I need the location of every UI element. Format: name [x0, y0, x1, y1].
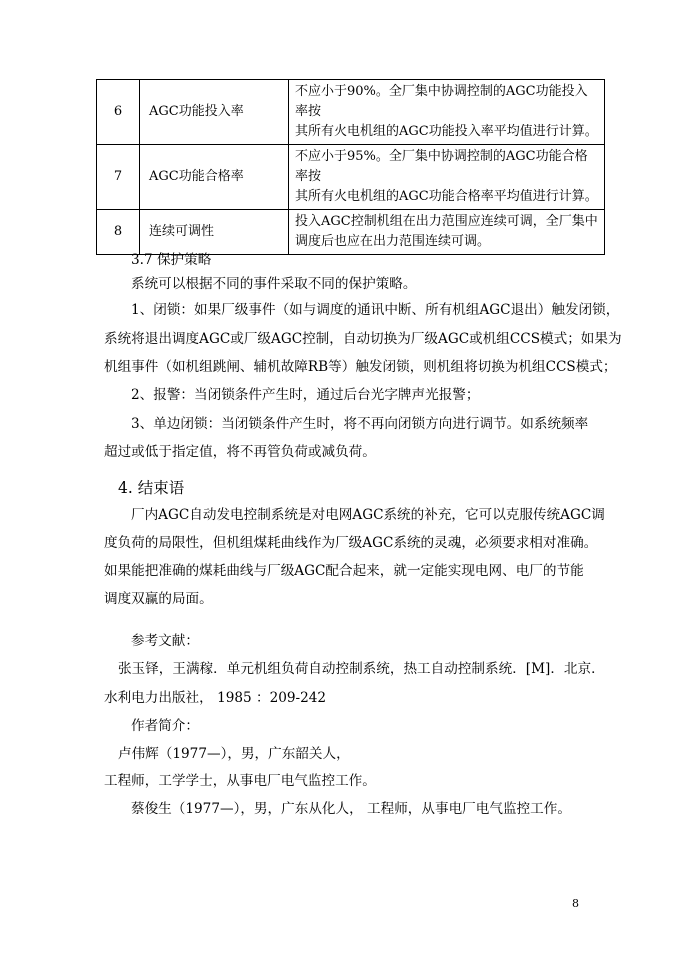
page-number: 8 [572, 897, 579, 910]
row-name: AGC功能合格率 [140, 145, 289, 210]
table-row [97, 145, 605, 210]
author1-line2: 工程师，工学学士，从事电厂电气监控工作。 [104, 773, 376, 789]
section-3-7-item1-line3: 机组事件（如机组跳闸、辅机故障RB等）触发闭锁，则机组将切换为机组CCS模式； [104, 359, 617, 375]
row-name: AGC功能投入率 [140, 80, 289, 145]
conclusion-line1: 厂内AGC自动发电控制系统是对电网AGC系统的补充，它可以克服传统AGC调 [131, 507, 605, 523]
row-description: 投入AGC控制机组在出力范围应连续可调，全厂集中 调度后也应在出力范围连续可调。 [289, 210, 605, 255]
section-3-7-item3-line1: 3、单边闭锁：当闭锁条件产生时，将不再向闭锁方向进行调节。如系统频率 [131, 416, 589, 432]
section-3-7-item1-line1: 1、闭锁：如果厂级事件（如与调度的通讯中断、所有机组AGC退出）触发闭锁， [131, 302, 620, 318]
section-3-7-item1-line2: 系统将退出调度AGC或厂级AGC控制，自动切换为厂级AGC或机组CCS模式；如果为 [104, 331, 622, 347]
author-heading: 作者简介： [131, 718, 199, 734]
section-3-7-intro: 系统可以根据不同的事件采取不同的保护策略。 [131, 276, 417, 292]
row-description: 不应小于90%。全厂集中协调控制的AGC功能投入率按 其所有火电机组的AGC功能投入率平均值进行计算。 [289, 80, 605, 145]
author2-line: 蔡俊生（1977—），男，广东从化人， 工程师，从事电厂电气监控工作。 [131, 801, 571, 817]
conclusion-line4: 调度双赢的局面。 [104, 591, 213, 607]
table-row [97, 210, 605, 255]
row-name: 连续可调性 [140, 210, 289, 255]
row-number: 7 [97, 145, 140, 210]
section-3-7-item3-line2: 超过或低于指定值，将不再管负荷或减负荷。 [104, 444, 376, 460]
criteria-table [96, 79, 605, 255]
row-number: 6 [97, 80, 140, 145]
section-3-7-item2: 2、报警：当闭锁条件产生时，通过后台光字牌声光报警； [131, 387, 480, 403]
conclusion-line3: 如果能把准确的煤耗曲线与厂级AGC配合起来，就一定能实现电网、电厂的节能 [104, 563, 584, 579]
reference-line1: 张玉铎，王满稼．单元机组负荷自动控制系统，热工自动控制系统．[M]．北京． [118, 661, 605, 677]
section-4-heading: 4. 结束语 [118, 479, 185, 497]
row-number: 8 [97, 210, 140, 255]
row-description: 不应小于95%。全厂集中协调控制的AGC功能合格率按 其所有火电机组的AGC功能合格率平均值进行计算。 [289, 145, 605, 210]
author1-line1: 卢伟辉（1977—），男，广东韶关人， [118, 746, 350, 762]
conclusion-line2: 度负荷的局限性，但机组煤耗曲线作为厂级AGC系统的灵魂，必须要求相对准确。 [104, 535, 598, 551]
reference-line2: 水利电力出版社， 1985 ：209-242 [104, 690, 327, 706]
section-3-7-heading: 3.7 保护策略 [131, 252, 212, 268]
references-heading: 参考文献： [131, 633, 199, 649]
table-row [97, 80, 605, 145]
